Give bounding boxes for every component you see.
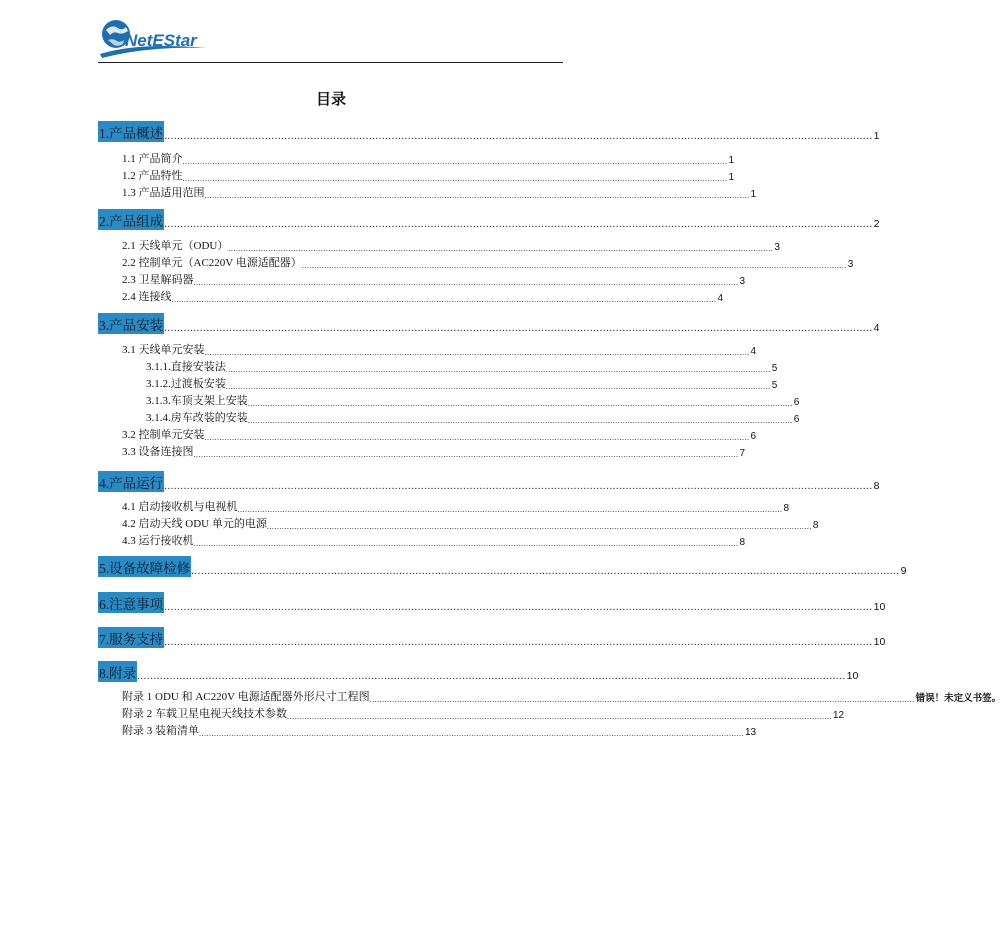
toc-entry-page-number: 1: [728, 172, 735, 183]
toc-entry[interactable]: [122, 254, 854, 270]
toc-entry[interactable]: [122, 722, 757, 738]
toc-entry[interactable]: [122, 705, 845, 721]
toc-entry-page-number: 4: [873, 322, 880, 334]
toc-entry-page-number: 1: [750, 189, 757, 200]
toc-entry-label: 1.产品概述: [98, 121, 164, 142]
toc-dot-leader: ..........................................................................................................................................................................................................................: [369, 695, 915, 704]
toc-entry-page-number: 8: [812, 520, 819, 531]
toc-entry[interactable]: [98, 662, 859, 682]
toc-dot-leader: ..........................................................................................................................................................................................................................: [193, 450, 739, 459]
toc-entry[interactable]: [98, 210, 880, 230]
toc-entry-page-number: 8: [873, 480, 880, 492]
toc-dot-leader: ..........................................................................................................................................................................................................................: [247, 416, 793, 425]
netestar-logo: [98, 14, 208, 60]
toc-dot-leader: ..........................................................................................................................................................................................................................: [182, 157, 728, 166]
toc-entry-page-number: 3: [847, 259, 854, 270]
toc-entry[interactable]: [146, 392, 800, 408]
toc-entry-label: 附录 2 车载卫星电视天线技术参数: [122, 708, 287, 720]
toc-entry[interactable]: [122, 515, 819, 531]
toc-entry[interactable]: [98, 628, 886, 648]
toc-dot-leader: ..........................................................................................................................................................................................................................: [199, 729, 744, 738]
toc-entry[interactable]: [122, 271, 746, 287]
toc-title: 目录: [315, 90, 346, 108]
toc-dot-leader: ..........................................................................................................................................................................................................................: [237, 505, 783, 514]
toc-entry-label: 附录 1 ODU 和 AC220V 电源适配器外形尺寸工程图: [122, 691, 370, 703]
toc-entry-label: 1.2 产品特性: [122, 170, 183, 182]
toc-dot-leader: ..........................................................................................................................................................................................................................: [204, 433, 750, 442]
toc-entry-label: 4.2 启动天线 ODU 单元的电源: [122, 518, 267, 530]
toc-dot-leader: ..........................................................................................................................................................................................................................: [228, 244, 774, 253]
toc-entry[interactable]: [98, 557, 907, 577]
toc-dot-leader: ..........................................................................................................................................................................................................................: [266, 522, 812, 531]
toc-entry-label: 3.1.4.房车改装的安装: [146, 412, 248, 424]
toc-entry[interactable]: [146, 375, 778, 391]
toc-entry[interactable]: [98, 472, 880, 492]
toc-entry[interactable]: [122, 498, 790, 514]
toc-entry-page-number: 5: [771, 363, 778, 374]
toc-entry-label: 3.1 天线单元安装: [122, 344, 205, 356]
toc-dot-leader: ..........................................................................................................................................................................................................................: [164, 322, 873, 334]
toc-entry-page-number: 1: [728, 155, 735, 166]
toc-entry-label: 2.产品组成: [98, 209, 164, 230]
toc-entry-page-number: 6: [750, 431, 757, 442]
toc-entry[interactable]: [122, 426, 757, 442]
toc-entry[interactable]: [122, 341, 757, 357]
toc-dot-leader: ..........................................................................................................................................................................................................................: [164, 636, 873, 648]
toc-entry-label: 2.4 连接线: [122, 291, 172, 303]
toc-entry-label: 3.1.2.过渡板安装: [146, 378, 226, 390]
toc-dot-leader: ..........................................................................................................................................................................................................................: [171, 295, 717, 304]
toc-entry-page-number: 4: [717, 293, 724, 304]
toc-dot-leader: ..........................................................................................................................................................................................................................: [164, 130, 873, 142]
toc-entry-page-number: 10: [846, 670, 859, 682]
toc-entry-label: 5.设备故障检修: [98, 556, 191, 577]
toc-dot-leader: ..........................................................................................................................................................................................................................: [247, 399, 793, 408]
toc-entry-page-number: 7: [739, 448, 746, 459]
toc-dot-leader: ..........................................................................................................................................................................................................................: [164, 480, 873, 492]
toc-entry-label: 4.产品运行: [98, 471, 164, 492]
header-rule: [98, 62, 563, 63]
toc-entry-label: 3.2 控制单元安装: [122, 429, 205, 441]
toc-entry[interactable]: [122, 288, 724, 304]
toc-entry-page-number: 错误！未定义书签。: [915, 693, 1001, 704]
toc-entry-page-number: 8: [739, 537, 746, 548]
toc-entry-label: 3.3 设备连接图: [122, 446, 194, 458]
toc-dot-leader: ..........................................................................................................................................................................................................................: [137, 670, 846, 682]
toc-entry-page-number: 8: [783, 503, 790, 514]
toc-entry[interactable]: [146, 358, 778, 374]
toc-entry[interactable]: [146, 409, 800, 425]
toc-entry-page-number: 1: [873, 130, 880, 142]
toc-dot-leader: ..........................................................................................................................................................................................................................: [164, 218, 873, 230]
toc-entry-page-number: 6: [793, 397, 800, 408]
toc-entry[interactable]: [122, 237, 780, 253]
toc-entry-label: 3.1.1.直接安装法: [146, 361, 226, 373]
toc-dot-leader: ..........................................................................................................................................................................................................................: [193, 278, 739, 287]
toc-dot-leader: ..........................................................................................................................................................................................................................: [287, 712, 832, 721]
toc-entry-label: 7.服务支持: [98, 627, 164, 648]
toc-dot-leader: ..........................................................................................................................................................................................................................: [225, 365, 771, 374]
toc-entry-page-number: 10: [873, 601, 886, 613]
toc-entry[interactable]: [98, 122, 880, 142]
toc-entry-label: 1.1 产品简介: [122, 153, 183, 165]
toc-dot-leader: ..........................................................................................................................................................................................................................: [301, 261, 847, 270]
toc-entry-label: 2.1 天线单元（ODU）: [122, 240, 229, 252]
toc-entry-page-number: 9: [900, 565, 907, 577]
toc-entry[interactable]: [98, 314, 880, 334]
toc-entry-label: 8.附录: [98, 661, 137, 682]
toc-entry-page-number: 4: [750, 346, 757, 357]
toc-entry[interactable]: [122, 443, 746, 459]
toc-dot-leader: ..........................................................................................................................................................................................................................: [225, 382, 771, 391]
logo-wordmark: NetEStar: [125, 31, 197, 50]
toc-entry[interactable]: [122, 184, 757, 200]
toc-entry-page-number: 5: [771, 380, 778, 391]
toc-entry-label: 3.1.3.车顶支架上安装: [146, 395, 248, 407]
toc-entry-label: 2.2 控制单元（AC220V 电源适配器）: [122, 257, 302, 269]
toc-entry-label: 6.注意事项: [98, 592, 164, 613]
toc-entry-page-number: 12: [833, 710, 845, 721]
toc-entry-page-number: 6: [793, 414, 800, 425]
toc-entry-page-number: 13: [745, 727, 757, 738]
toc-entry[interactable]: [122, 688, 1001, 704]
toc-entry-label: 附录 3 装箱清单: [122, 725, 199, 737]
toc-entry-label: 3.产品安装: [98, 313, 164, 334]
toc-entry[interactable]: [122, 167, 735, 183]
toc-entry-page-number: 3: [739, 276, 746, 287]
toc-entry-label: 1.3 产品适用范围: [122, 187, 205, 199]
toc-dot-leader: ..........................................................................................................................................................................................................................: [204, 348, 750, 357]
toc-dot-leader: ..........................................................................................................................................................................................................................: [204, 191, 750, 200]
toc-entry-label: 4.3 运行接收机: [122, 535, 194, 547]
toc-dot-leader: ..........................................................................................................................................................................................................................: [164, 601, 873, 613]
toc-entry[interactable]: [98, 593, 886, 613]
toc-entry-page-number: 10: [873, 636, 886, 648]
toc-dot-leader: ..........................................................................................................................................................................................................................: [193, 539, 739, 548]
toc-entry-label: 4.1 启动接收机与电视机: [122, 501, 238, 513]
toc-dot-leader: ..........................................................................................................................................................................................................................: [191, 565, 900, 577]
toc-entry-page-number: 2: [873, 218, 880, 230]
page-header: [98, 14, 563, 62]
toc-entry[interactable]: [122, 532, 746, 548]
toc-entry-label: 2.3 卫星解码器: [122, 274, 194, 286]
toc-dot-leader: ..........................................................................................................................................................................................................................: [182, 174, 728, 183]
toc-entry[interactable]: [122, 150, 735, 166]
toc-entry-page-number: 3: [774, 242, 780, 253]
